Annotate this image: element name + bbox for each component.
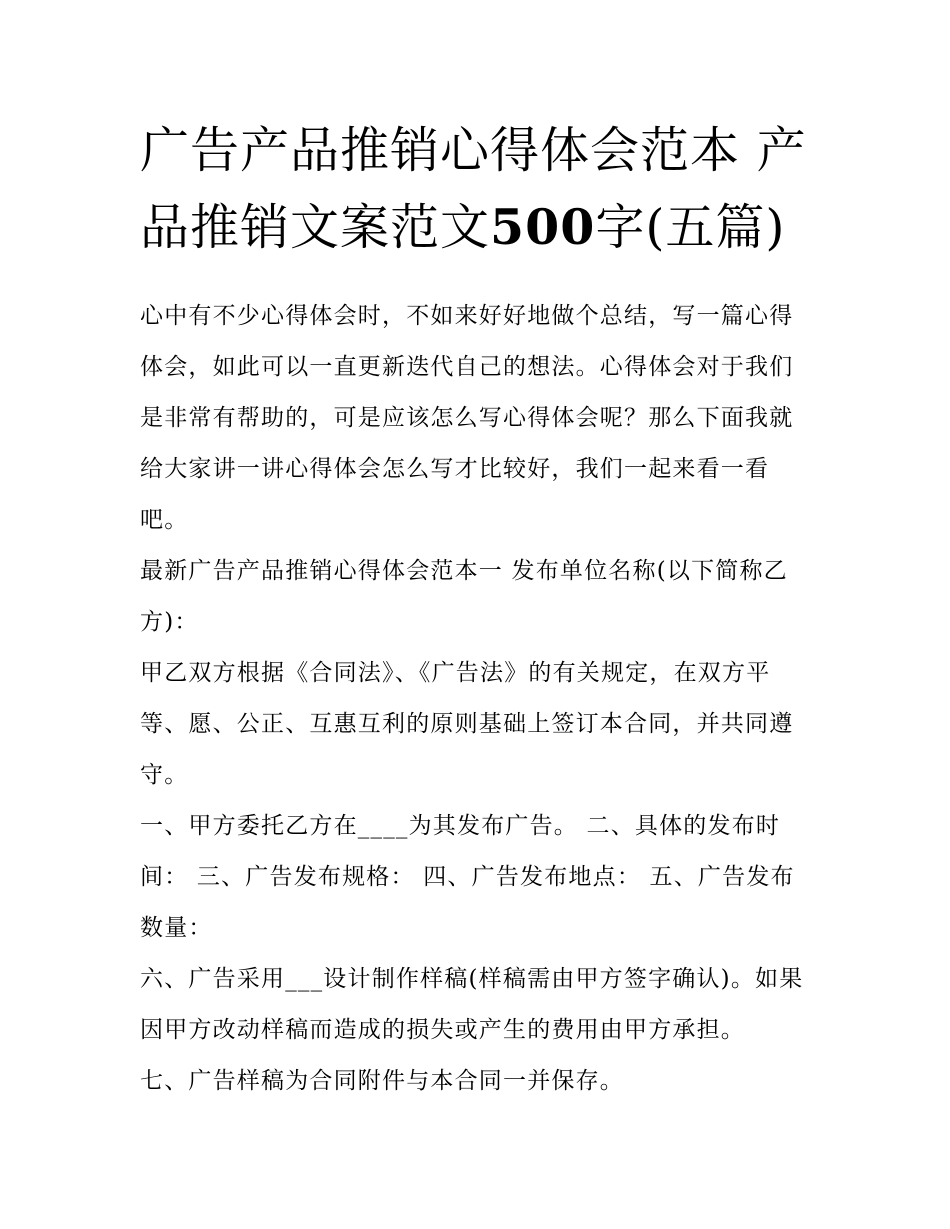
document-body — [140, 112, 812, 1107]
document-title — [140, 112, 812, 266]
title-text-part2: 字(五篇) — [595, 199, 786, 256]
paragraph-agreement: 甲乙双方根据《合同法》、《广告法》的有关规定，在双方平等、愿、公正、互惠互利的原则基础上签订本合同，并共同遵守。 — [140, 660, 794, 788]
paragraph-clause-7: 七、广告样稿为合同附件与本合同一并保存。 — [140, 1068, 624, 1094]
paragraph-intro: 心中有不少心得体会时，不如来好好地做个总结，写一篇心得体会，如此可以一直更新迭代自己的想法。心得体会对于我们是非常有帮助的，可是应该怎么写心得体会呢？那么下面我就给大家讲一讲心得体会怎么写才比较好，我们一起来看一看吧。 — [140, 303, 794, 533]
title-text-part1: 广告产品推销心得体会范本 产品推销文案范文 — [140, 122, 807, 256]
title-number: 500 — [490, 198, 596, 256]
paragraph-clauses-1-5: 一、甲方委托乙方在____为其发布广告。 二、具体的发布时间： 三、广告发布规格： 四、广告发布地点： 五、广告发布数量： — [140, 813, 795, 941]
paragraph-sample-heading: 最新广告产品推销心得体会范本一 发布单位名称(以下简称乙方)： — [140, 558, 788, 635]
paragraph-clause-6: 六、广告采用___设计制作样稿(样稿需由甲方签字确认)。如果因甲方改动样稿而造成的损失或产生的费用由甲方承担。 — [140, 966, 804, 1043]
